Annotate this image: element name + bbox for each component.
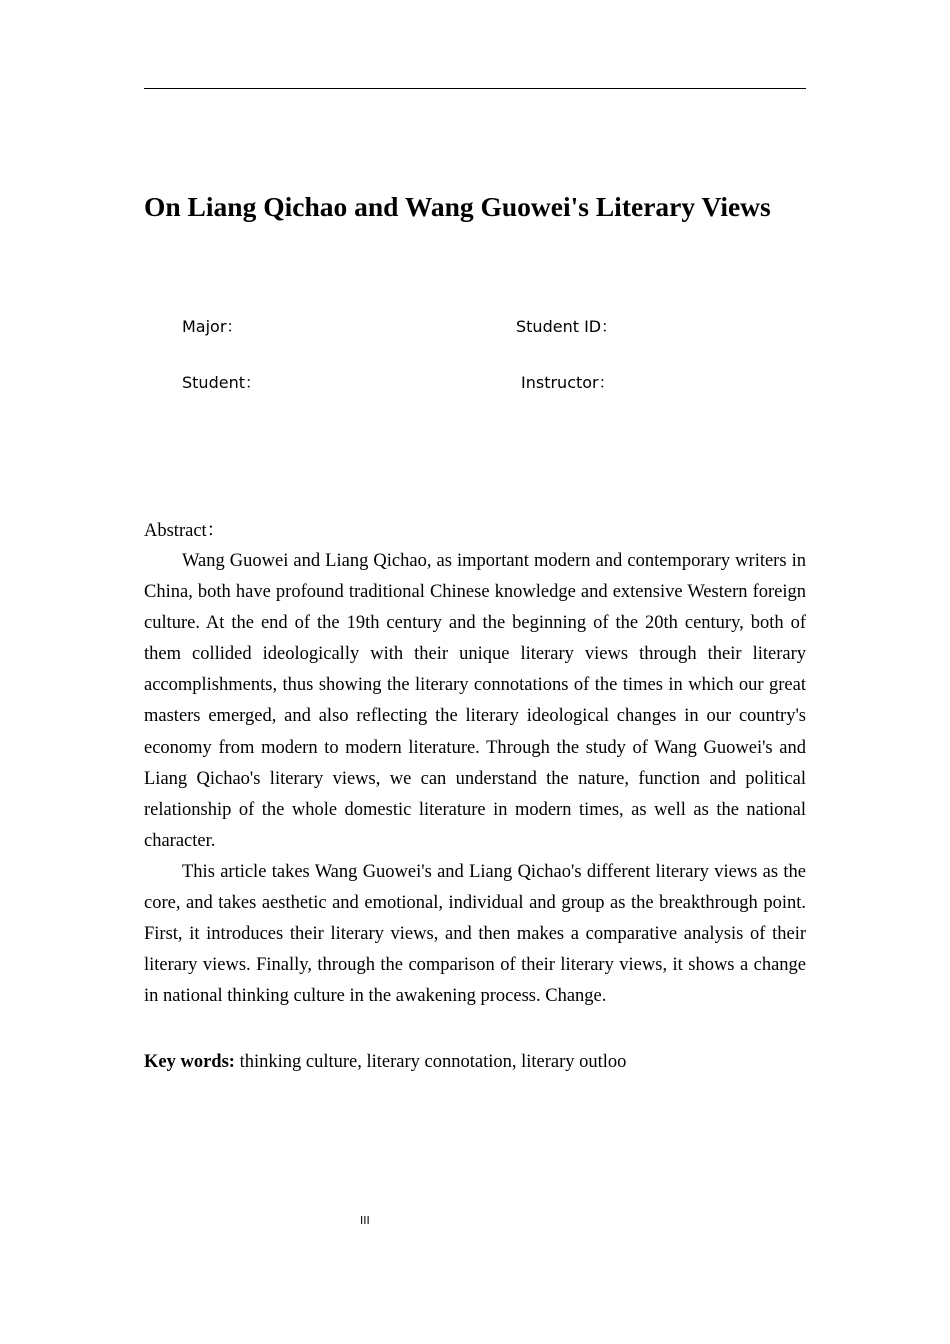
document-title: On Liang Qichao and Wang Guowei's Literary Views bbox=[144, 191, 771, 222]
abstract-body bbox=[144, 546, 806, 1012]
page-number: III bbox=[360, 1214, 370, 1227]
header-rule bbox=[144, 88, 806, 89]
student-id-field: Student ID： bbox=[516, 317, 618, 336]
student-field: Student： bbox=[182, 373, 261, 392]
keywords-line bbox=[144, 1048, 806, 1076]
abstract-paragraph: This article takes Wang Guowei's and Liang Qichao's different literary views as the core, and takes aesthetic and emotional, individual and group as the breakthrough point. First, it introduces their literary views, and then makes a comparative analysis of their literary views. Finally, through the comparison of their literary views, it shows a change in national thinking culture in the awakening process. Change. bbox=[144, 861, 806, 1007]
instructor-field: Instructor： bbox=[521, 373, 615, 392]
abstract-paragraph: Wang Guowei and Liang Qichao, as important modern and contemporary writers in China, both have profound traditional Chinese knowledge and extensive Western foreign culture. At the end of the 19th century and the beginning of the 20th century, both of them collided ideologically with their unique literary views through their literary accomplishments, thus showing the literary connotations of the times in which our great masters emerged, and also reflecting the literary ideological changes in our country's economy from modern to modern literature. Through the study of Wang Guowei's and Liang Qichao's literary views, we can understand the nature, function and political relationship of the whole domestic literature in modern times, as well as the national character. bbox=[144, 551, 806, 851]
major-field: Major： bbox=[182, 317, 243, 336]
keywords-label: Key words: bbox=[144, 1052, 235, 1072]
keywords-text: thinking culture, literary connotation, literary outloo bbox=[234, 1052, 627, 1072]
abstract-label: Abstract： bbox=[144, 521, 226, 541]
